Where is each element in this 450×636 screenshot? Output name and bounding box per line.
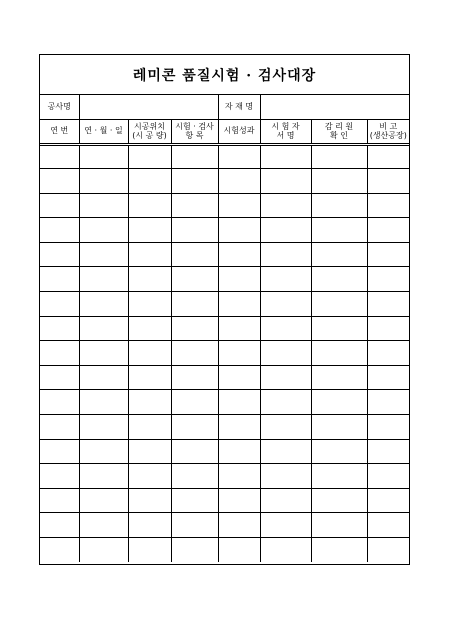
table-cell[interactable] <box>171 218 218 243</box>
table-cell[interactable] <box>40 144 79 169</box>
table-cell[interactable] <box>40 513 79 538</box>
table-cell[interactable] <box>171 488 218 513</box>
table-cell[interactable] <box>171 538 218 563</box>
table-cell[interactable] <box>128 488 171 513</box>
table-cell[interactable] <box>171 144 218 169</box>
table-cell[interactable] <box>311 390 367 415</box>
column-header-line1: 감 리 원 <box>324 121 354 131</box>
table-cell[interactable] <box>367 169 409 194</box>
table-cell[interactable] <box>367 513 409 538</box>
column-header-line2: 항 목 <box>185 131 204 140</box>
column-header-line1: 시험성과 <box>223 126 255 136</box>
table-cell[interactable] <box>79 390 128 415</box>
table-row <box>40 439 409 464</box>
table-cell[interactable] <box>79 242 128 267</box>
table-cell[interactable] <box>311 316 367 341</box>
table-cell[interactable] <box>79 439 128 464</box>
table-cell[interactable] <box>171 439 218 464</box>
table-cell[interactable] <box>260 365 311 390</box>
table-cell[interactable] <box>128 242 171 267</box>
table-cell[interactable] <box>40 390 79 415</box>
table-cell[interactable] <box>260 144 311 169</box>
table-cell[interactable] <box>367 390 409 415</box>
table-cell[interactable] <box>311 169 367 194</box>
table-cell[interactable] <box>367 439 409 464</box>
column-header <box>128 119 171 144</box>
table-cell[interactable] <box>171 365 218 390</box>
table-cell[interactable] <box>79 415 128 440</box>
table-cell[interactable] <box>79 144 128 169</box>
table-cell[interactable] <box>311 488 367 513</box>
table-cell[interactable] <box>128 193 171 218</box>
table-cell[interactable] <box>260 464 311 489</box>
table-cell[interactable] <box>260 415 311 440</box>
column-header <box>218 119 260 144</box>
table-cell[interactable] <box>218 218 260 243</box>
table-cell[interactable] <box>171 267 218 292</box>
table-cell[interactable] <box>367 242 409 267</box>
table-cell[interactable] <box>218 415 260 440</box>
table-cell[interactable] <box>79 267 128 292</box>
column-header-line2: (생산공장) <box>369 131 407 140</box>
table-cell[interactable] <box>218 538 260 563</box>
table-row <box>40 513 409 538</box>
table-cell[interactable] <box>79 193 128 218</box>
table-cell[interactable] <box>128 169 171 194</box>
table-cell[interactable] <box>311 144 367 169</box>
table-cell[interactable] <box>171 415 218 440</box>
table-row <box>40 464 409 489</box>
column-header-line2: (시 공 량) <box>132 131 167 140</box>
table-cell[interactable] <box>40 242 79 267</box>
table-cell[interactable] <box>79 169 128 194</box>
table-cell[interactable] <box>260 538 311 563</box>
table-cell[interactable] <box>218 464 260 489</box>
table-row <box>40 292 409 317</box>
table-cell[interactable] <box>367 292 409 317</box>
table-cell[interactable] <box>218 292 260 317</box>
material-name-label: 자 재 명 <box>218 94 260 119</box>
table-cell[interactable] <box>40 193 79 218</box>
table-cell[interactable] <box>40 538 79 563</box>
table-cell[interactable] <box>171 390 218 415</box>
table-cell[interactable] <box>218 144 260 169</box>
table-cell[interactable] <box>311 538 367 563</box>
table-cell[interactable] <box>128 316 171 341</box>
table-row <box>40 415 409 440</box>
table-row <box>40 267 409 292</box>
table-cell[interactable] <box>79 464 128 489</box>
form-title: 레미콘 품질시험 · 검사대장 <box>132 67 317 84</box>
table-cell[interactable] <box>40 169 79 194</box>
project-name-field[interactable] <box>79 94 218 119</box>
table-cell[interactable] <box>367 365 409 390</box>
table-cell[interactable] <box>367 218 409 243</box>
table-row <box>40 169 409 194</box>
table-cell[interactable] <box>260 193 311 218</box>
table-cell[interactable] <box>367 267 409 292</box>
table-cell[interactable] <box>79 513 128 538</box>
table-cell[interactable] <box>260 488 311 513</box>
title-row <box>40 55 409 95</box>
table-cell[interactable] <box>128 513 171 538</box>
table-cell[interactable] <box>79 365 128 390</box>
table-row <box>40 242 409 267</box>
table-cell[interactable] <box>128 538 171 563</box>
column-header-line1: 비 고 <box>379 121 398 131</box>
table-cell[interactable] <box>79 341 128 366</box>
table-cell[interactable] <box>128 292 171 317</box>
table-cell[interactable] <box>311 218 367 243</box>
table-cell[interactable] <box>367 316 409 341</box>
column-header-line1: 시 험 자 <box>271 121 300 131</box>
table-cell[interactable] <box>218 513 260 538</box>
table-cell[interactable] <box>79 488 128 513</box>
table-row <box>40 365 409 390</box>
table-cell[interactable] <box>128 365 171 390</box>
table-cell[interactable] <box>311 415 367 440</box>
table-cell[interactable] <box>367 193 409 218</box>
table-cell[interactable] <box>79 538 128 563</box>
table-cell[interactable] <box>40 341 79 366</box>
ledger-table <box>40 94 409 562</box>
table-cell[interactable] <box>260 316 311 341</box>
table-cell[interactable] <box>367 538 409 563</box>
table-row <box>40 488 409 513</box>
table-cell[interactable] <box>260 267 311 292</box>
table-cell[interactable] <box>311 193 367 218</box>
table-row <box>40 341 409 366</box>
table-cell[interactable] <box>311 267 367 292</box>
column-header-line1: 시험 · 검사 <box>175 121 214 131</box>
project-name-label: 공사명 <box>40 94 79 119</box>
table-cell[interactable] <box>128 267 171 292</box>
table-cell[interactable] <box>128 415 171 440</box>
table-cell[interactable] <box>218 242 260 267</box>
table-cell[interactable] <box>260 341 311 366</box>
table-cell[interactable] <box>40 267 79 292</box>
table-cell[interactable] <box>260 218 311 243</box>
table-cell[interactable] <box>367 415 409 440</box>
table-cell[interactable] <box>79 316 128 341</box>
table-cell[interactable] <box>128 390 171 415</box>
table-cell[interactable] <box>218 365 260 390</box>
table-cell[interactable] <box>311 439 367 464</box>
column-header <box>40 119 79 144</box>
table-cell[interactable] <box>260 292 311 317</box>
column-header-line1: 시공위치 <box>134 121 165 131</box>
table-cell[interactable] <box>40 488 79 513</box>
column-header-line1: 연 · 월 · 일 <box>84 126 123 136</box>
table-cell[interactable] <box>311 341 367 366</box>
table-cell[interactable] <box>218 439 260 464</box>
column-header-row <box>40 119 409 144</box>
table-cell[interactable] <box>171 242 218 267</box>
table-cell[interactable] <box>367 488 409 513</box>
table-cell[interactable] <box>260 439 311 464</box>
table-cell[interactable] <box>40 464 79 489</box>
table-cell[interactable] <box>218 390 260 415</box>
table-cell[interactable] <box>367 464 409 489</box>
table-cell[interactable] <box>128 218 171 243</box>
table-cell[interactable] <box>171 464 218 489</box>
table-cell[interactable] <box>171 513 218 538</box>
table-cell[interactable] <box>311 292 367 317</box>
table-cell[interactable] <box>367 144 409 169</box>
table-cell[interactable] <box>218 341 260 366</box>
table-cell[interactable] <box>128 341 171 366</box>
table-cell[interactable] <box>218 193 260 218</box>
table-cell[interactable] <box>311 464 367 489</box>
table-cell[interactable] <box>40 439 79 464</box>
table-cell[interactable] <box>128 144 171 169</box>
table-row <box>40 390 409 415</box>
table-cell[interactable] <box>218 169 260 194</box>
table-cell[interactable] <box>260 390 311 415</box>
table-cell[interactable] <box>171 169 218 194</box>
table-row <box>40 144 409 169</box>
table-cell[interactable] <box>171 316 218 341</box>
table-cell[interactable] <box>40 218 79 243</box>
column-header <box>260 119 311 144</box>
material-name-field[interactable] <box>260 94 409 119</box>
table-cell[interactable] <box>171 292 218 317</box>
table-cell[interactable] <box>311 242 367 267</box>
table-row <box>40 193 409 218</box>
column-header-line2: 서 명 <box>276 131 295 140</box>
column-header <box>311 119 367 144</box>
column-header-line2: 확 인 <box>330 131 349 140</box>
table-cell[interactable] <box>128 439 171 464</box>
table-cell[interactable] <box>40 292 79 317</box>
column-header <box>79 119 128 144</box>
table-cell[interactable] <box>260 513 311 538</box>
table-cell[interactable] <box>79 292 128 317</box>
table-cell[interactable] <box>218 488 260 513</box>
table-cell[interactable] <box>128 464 171 489</box>
table-row <box>40 538 409 563</box>
table-row <box>40 316 409 341</box>
table-cell[interactable] <box>218 267 260 292</box>
info-row <box>40 94 409 119</box>
table-cell[interactable] <box>40 415 79 440</box>
column-header <box>367 119 409 144</box>
table-cell[interactable] <box>218 316 260 341</box>
table-cell[interactable] <box>171 193 218 218</box>
table-cell[interactable] <box>311 513 367 538</box>
table-cell[interactable] <box>40 365 79 390</box>
column-header <box>171 119 218 144</box>
table-cell[interactable] <box>79 218 128 243</box>
table-cell[interactable] <box>40 316 79 341</box>
table-cell[interactable] <box>311 365 367 390</box>
table-cell[interactable] <box>260 169 311 194</box>
column-header-line1: 연 번 <box>50 126 69 136</box>
table-row <box>40 218 409 243</box>
table-cell[interactable] <box>171 341 218 366</box>
table-cell[interactable] <box>260 242 311 267</box>
table-cell[interactable] <box>367 341 409 366</box>
inspection-ledger-form <box>39 54 410 565</box>
